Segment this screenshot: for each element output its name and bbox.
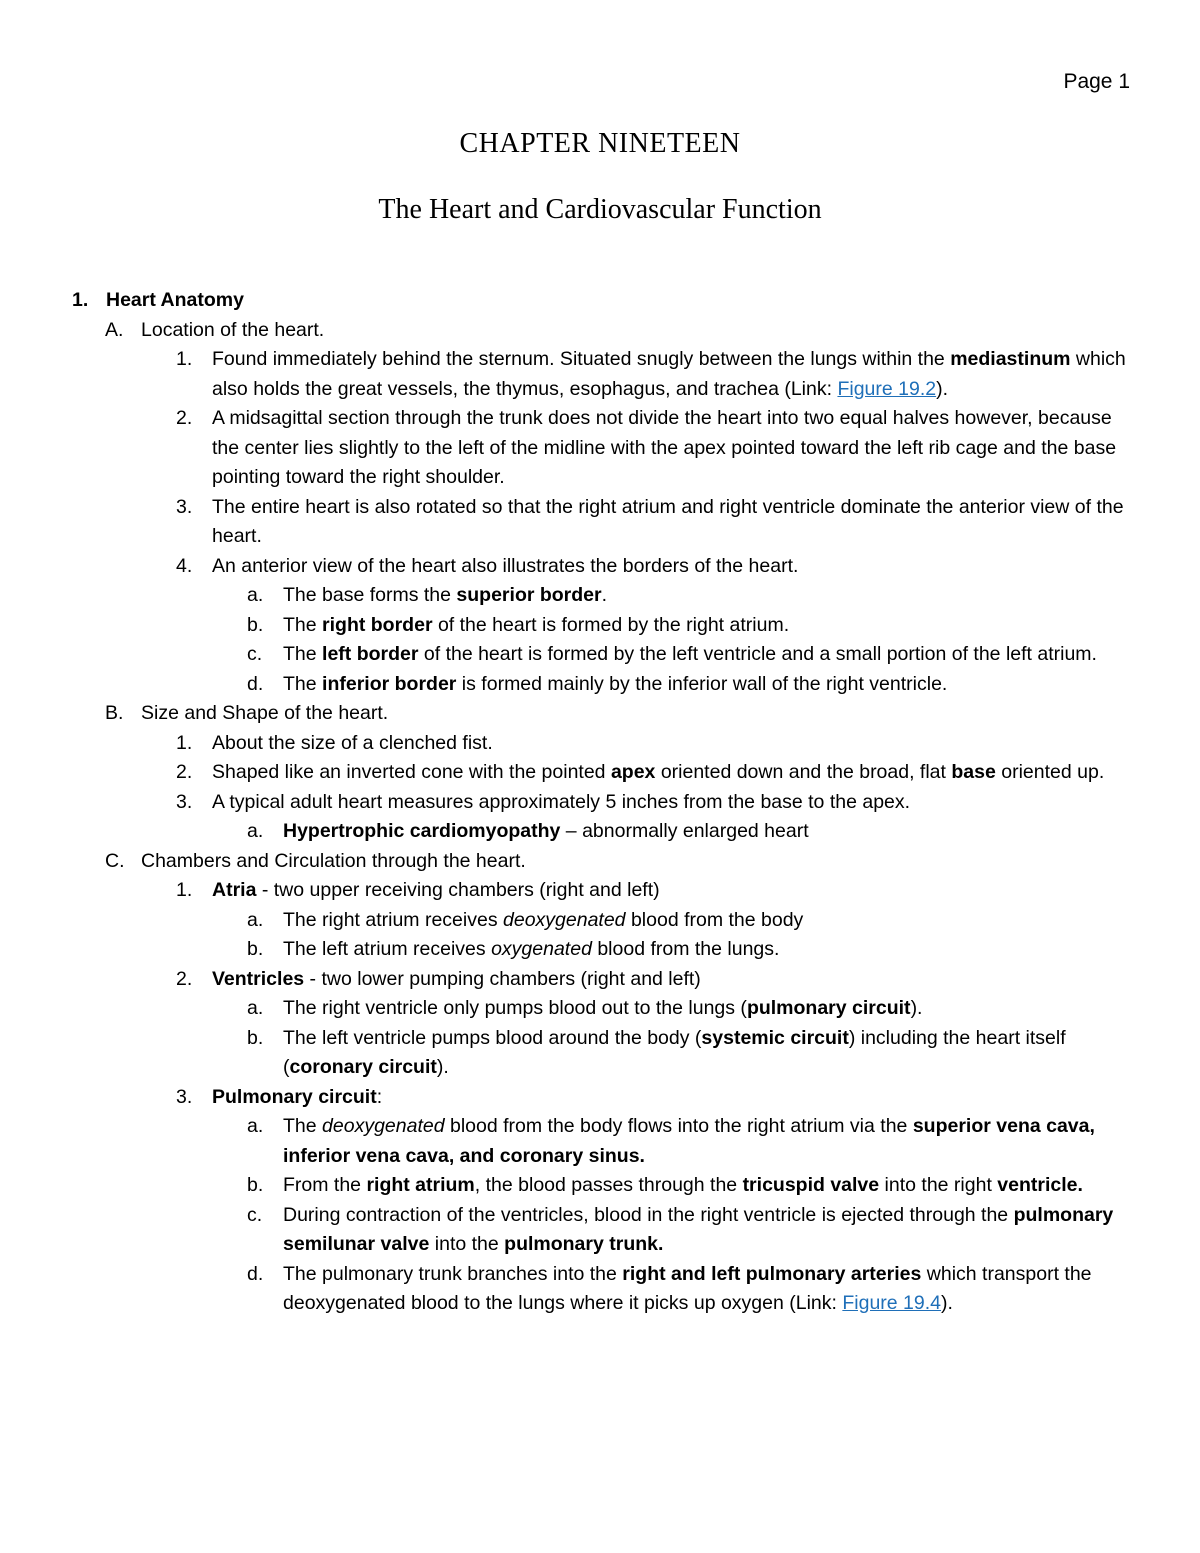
outline-item bbox=[0, 1260, 1200, 1319]
outline-marker: 3. bbox=[176, 1085, 193, 1108]
outline-text bbox=[141, 699, 1130, 729]
bold-term: pulmonary trunk. bbox=[504, 1233, 664, 1255]
outline-item bbox=[0, 581, 1200, 611]
bold-term: superior border bbox=[456, 584, 602, 606]
outline-marker: c. bbox=[247, 1203, 263, 1226]
text-run: of the heart is formed by the right atrium. bbox=[432, 613, 790, 636]
text-run: The pulmonary trunk branches into the bbox=[283, 1262, 623, 1285]
text-run: A midsagittal section through the trunk does not divide the heart into two equal halves however, because the center lies slightly to the left of the midline with the apex pointed toward the left rib cage and the base pointing toward the right shoulder. bbox=[212, 407, 1117, 488]
outline-text bbox=[141, 847, 1130, 877]
outline-item bbox=[0, 611, 1200, 641]
text-run: Found immediately behind the sternum. Situated snugly between the lungs within the bbox=[212, 348, 951, 370]
text-run: ). bbox=[941, 1292, 953, 1314]
bold-term: pulmonary semilunar valve bbox=[283, 1203, 1114, 1255]
text-run: of the heart is formed by the left ventricle and a small portion of the left atrium. bbox=[418, 643, 1097, 665]
bold-term: ventricle. bbox=[997, 1174, 1083, 1196]
outline-text bbox=[212, 758, 1130, 788]
outline-text bbox=[212, 1083, 1130, 1113]
outline-text bbox=[283, 817, 1130, 847]
text-run: During contraction of the ventricles, blood in the right ventricle is ejected through the bbox=[283, 1203, 1014, 1226]
outline-item bbox=[0, 699, 1200, 729]
outline-text bbox=[283, 1260, 1130, 1319]
text-run: From the bbox=[283, 1174, 367, 1196]
page-title: The Heart and Cardiovascular Function bbox=[378, 194, 822, 225]
outline-marker: A. bbox=[105, 318, 124, 341]
outline-marker: C. bbox=[105, 849, 125, 872]
text-run: , the blood passes through the bbox=[474, 1174, 743, 1196]
outline-item bbox=[0, 552, 1200, 582]
outline-item bbox=[0, 729, 1200, 759]
outline-item bbox=[0, 1112, 1200, 1171]
figure-link[interactable]: Figure 19.4 bbox=[842, 1292, 942, 1314]
outline-item bbox=[0, 935, 1200, 965]
outline-marker: 3. bbox=[176, 495, 193, 518]
italic-term: deoxygenated bbox=[503, 908, 626, 931]
outline-marker: a. bbox=[247, 1115, 264, 1137]
outline-marker: 1. bbox=[176, 348, 193, 370]
outline-marker: d. bbox=[247, 672, 264, 695]
outline-text bbox=[283, 1112, 1130, 1171]
text-run: - two upper receiving chambers (right and left) bbox=[256, 879, 660, 901]
chapter-heading: CHAPTER NINETEEN bbox=[459, 128, 741, 159]
text-run: Heart Anatomy bbox=[106, 289, 244, 311]
italic-term: oxygenated bbox=[491, 938, 592, 960]
text-run: About the size of a clenched fist. bbox=[212, 731, 493, 754]
outline-item bbox=[0, 788, 1200, 818]
outline-text bbox=[283, 906, 1130, 936]
outline-item bbox=[0, 286, 1200, 316]
page-number: Page 1 bbox=[1063, 70, 1130, 93]
outline-item bbox=[0, 404, 1200, 493]
outline-item bbox=[0, 876, 1200, 906]
text-run: The base forms the bbox=[283, 584, 457, 606]
text-run: ). bbox=[910, 997, 923, 1019]
outline-text bbox=[212, 876, 1130, 906]
outline-text bbox=[141, 316, 1130, 346]
outline-marker: 1. bbox=[176, 731, 193, 754]
text-run: into the right bbox=[879, 1174, 998, 1196]
outline-text bbox=[283, 1024, 1130, 1083]
text-run: - two lower pumping chambers (right and left) bbox=[304, 967, 701, 990]
outline-item bbox=[0, 994, 1200, 1024]
bold-term: apex bbox=[610, 761, 656, 783]
outline-text bbox=[212, 965, 1130, 995]
text-run: oriented down and the broad, flat bbox=[655, 761, 952, 783]
outline-marker: b. bbox=[247, 1026, 264, 1049]
bold-term: Ventricles bbox=[212, 967, 305, 990]
outline-text bbox=[283, 935, 1130, 965]
outline-marker: a. bbox=[247, 908, 264, 931]
outline-text bbox=[283, 581, 1130, 611]
bold-term: inferior border bbox=[322, 672, 457, 695]
text-run: Location of the heart. bbox=[141, 318, 325, 341]
outline-text bbox=[283, 1201, 1130, 1260]
bold-term: systemic circuit bbox=[701, 1026, 849, 1049]
outline-marker: 2. bbox=[176, 407, 193, 429]
text-run: Shaped like an inverted cone with the pointed bbox=[212, 761, 611, 783]
text-run: The bbox=[283, 643, 323, 665]
bold-term: pulmonary circuit bbox=[746, 997, 911, 1019]
text-run: The bbox=[283, 1115, 323, 1137]
outline-text bbox=[212, 552, 1130, 582]
bold-term: coronary circuit bbox=[289, 1056, 437, 1078]
outline-marker: c. bbox=[247, 643, 263, 665]
bold-term: right and left pulmonary arteries bbox=[622, 1262, 922, 1285]
text-run: Size and Shape of the heart. bbox=[141, 702, 389, 724]
outline-item bbox=[0, 965, 1200, 995]
bold-term: base bbox=[951, 761, 996, 783]
outline-text bbox=[283, 640, 1130, 670]
outline-item bbox=[0, 847, 1200, 877]
text-run: – abnormally enlarged heart bbox=[560, 820, 809, 842]
text-run: The bbox=[283, 672, 323, 695]
outline-text bbox=[212, 345, 1130, 404]
outline-text bbox=[212, 404, 1130, 493]
text-run: blood from the lungs. bbox=[591, 938, 780, 960]
bold-term: right border bbox=[322, 613, 433, 636]
text-run: ). bbox=[936, 377, 949, 400]
outline-marker: 1. bbox=[176, 879, 193, 901]
outline-item bbox=[0, 1171, 1200, 1201]
bold-term: right atrium bbox=[366, 1174, 475, 1196]
text-run: The left ventricle pumps blood around the body ( bbox=[283, 1026, 702, 1049]
outline-text bbox=[212, 729, 1130, 759]
outline-marker: 2. bbox=[176, 761, 193, 783]
outline-marker: B. bbox=[105, 702, 124, 724]
text-run: which also holds the great vessels, the thymus, esophagus, and trachea (Link: bbox=[212, 348, 1126, 400]
outline-marker: b. bbox=[247, 613, 264, 636]
outline-marker: 3. bbox=[176, 790, 193, 813]
bold-term: left border bbox=[322, 643, 419, 665]
outline-text bbox=[283, 1171, 1130, 1201]
outline-marker: b. bbox=[247, 1174, 264, 1196]
outline-item bbox=[0, 817, 1200, 847]
outline-marker: 4. bbox=[176, 554, 193, 577]
figure-link[interactable]: Figure 19.2 bbox=[837, 377, 937, 400]
bold-term: tricuspid valve bbox=[742, 1174, 880, 1196]
text-run: into the bbox=[429, 1233, 505, 1255]
bold-term: Atria bbox=[212, 879, 257, 901]
outline-marker: a. bbox=[247, 820, 264, 842]
outline-item bbox=[0, 1201, 1200, 1260]
outline bbox=[0, 286, 1200, 1319]
outline-item bbox=[0, 906, 1200, 936]
text-run: The entire heart is also rotated so that the right atrium and right ventricle dominate the anterior view of the heart. bbox=[212, 495, 1124, 547]
bold-term: mediastinum bbox=[950, 348, 1071, 370]
outline-item bbox=[0, 316, 1200, 346]
outline-item bbox=[0, 670, 1200, 700]
outline-text bbox=[283, 670, 1130, 700]
text-run: blood from the body bbox=[625, 908, 804, 931]
text-run: ) including the heart itself ( bbox=[283, 1026, 1066, 1078]
outline-text bbox=[283, 611, 1130, 641]
text-run: Chambers and Circulation through the heart. bbox=[141, 849, 526, 872]
text-run: . bbox=[601, 584, 608, 606]
italic-term: deoxygenated bbox=[322, 1115, 445, 1137]
outline-text bbox=[106, 286, 1200, 316]
outline-marker: a. bbox=[247, 997, 264, 1019]
bold-term: Hypertrophic cardiomyopathy bbox=[283, 820, 561, 842]
text-run: which transport the deoxygenated blood to the lungs where it picks up oxygen (Link: bbox=[283, 1262, 1092, 1314]
outline-marker: a. bbox=[247, 584, 264, 606]
text-run: is formed mainly by the inferior wall of the right ventricle. bbox=[456, 672, 948, 695]
text-run: The right atrium receives bbox=[283, 908, 503, 931]
text-run: : bbox=[376, 1085, 383, 1108]
outline-marker: d. bbox=[247, 1262, 264, 1285]
outline-item bbox=[0, 345, 1200, 404]
text-run: ). bbox=[436, 1056, 449, 1078]
outline-marker: 2. bbox=[176, 967, 193, 990]
outline-item bbox=[0, 640, 1200, 670]
bold-term: Pulmonary circuit bbox=[212, 1085, 377, 1108]
outline-text bbox=[212, 788, 1130, 818]
text-run: blood from the body flows into the right atrium via the bbox=[444, 1115, 913, 1137]
outline-item bbox=[0, 758, 1200, 788]
outline-text bbox=[212, 493, 1130, 552]
outline-marker: b. bbox=[247, 938, 264, 960]
outline-marker: 1. bbox=[72, 289, 89, 311]
outline-item bbox=[0, 1083, 1200, 1113]
outline-text bbox=[283, 994, 1130, 1024]
bold-term: superior vena cava, inferior vena cava, and coronary sinus. bbox=[283, 1115, 1095, 1167]
text-run: A typical adult heart measures approximately 5 inches from the base to the apex. bbox=[212, 790, 911, 813]
outline-item bbox=[0, 1024, 1200, 1083]
text-run: The left atrium receives bbox=[283, 938, 492, 960]
outline-item bbox=[0, 493, 1200, 552]
text-run: oriented up. bbox=[995, 761, 1105, 783]
text-run: The right ventricle only pumps blood out to the lungs ( bbox=[283, 997, 747, 1019]
text-run: An anterior view of the heart also illustrates the borders of the heart. bbox=[212, 554, 799, 577]
text-run: The bbox=[283, 613, 323, 636]
